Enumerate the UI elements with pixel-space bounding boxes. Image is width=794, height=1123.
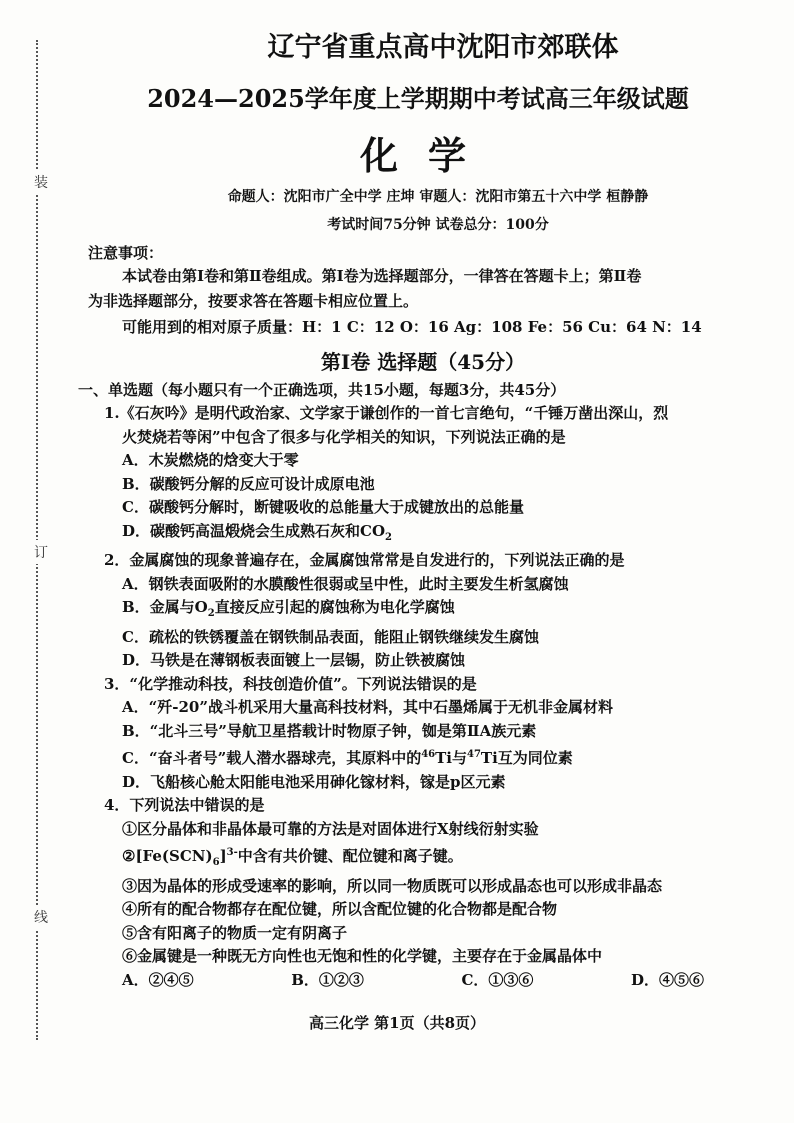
question-3-option-a: A．“歼-20”战斗机采用大量高科技材料，其中石墨烯属于无机非金属材料 bbox=[122, 698, 613, 716]
exam-title-line2: 2024—2025学年度上学期期中考试高三年级试题 bbox=[147, 84, 689, 113]
question-4-statement-2-mid: ] bbox=[219, 847, 227, 865]
question-2-option-a: A．钢铁表面吸附的水膜酸性很弱或呈中性，此时主要发生析氢腐蚀 bbox=[122, 574, 569, 593]
section1-title: 第Ⅰ卷 选择题（45分） bbox=[320, 350, 526, 374]
question-3-option-c-mid: Ti与 bbox=[435, 749, 467, 767]
question-4-option-a: A．②④⑤ bbox=[122, 970, 194, 989]
question-1-option-d-subscript: 2 bbox=[385, 531, 392, 543]
exam-info-line: 考试时间75分钟 试卷总分：100分 bbox=[327, 217, 549, 233]
question-1-option-d-text: D．碳酸钙高温煅烧会生成熟石灰和CO bbox=[122, 521, 386, 540]
question-4-statement-2-sup: 3- bbox=[226, 847, 238, 858]
question-2-option-b-post: 直接反应引起的腐蚀称为电化学腐蚀 bbox=[214, 598, 455, 616]
question-4-statement-2-post: 中含有共价键、配位键和离子键。 bbox=[237, 847, 463, 865]
question-4-statement-2 bbox=[88, 841, 728, 875]
question-3-option-c-pre: C．“奋斗者号”载人潜水器球壳，其原料中的 bbox=[122, 749, 422, 767]
atomic-mass-line: 可能用到的相对原子质量：H：1 C：12 O：16 Ag：108 Fe：56 Cu：64 N：14 bbox=[122, 318, 702, 336]
question-3-option-c bbox=[88, 743, 728, 771]
question-3-option-c-sup2: 47 bbox=[467, 749, 481, 760]
question-4-statement-2-pre: ②[Fe(SCN) bbox=[122, 847, 213, 865]
question-3 bbox=[88, 673, 728, 795]
question-2-option-b bbox=[88, 596, 728, 626]
question-2-option-b-pre: B．金属与O bbox=[122, 598, 208, 616]
question-4-statement-5: ⑤含有阳离子的物质一定有阴离子 bbox=[122, 923, 348, 942]
exam-content bbox=[78, 28, 728, 992]
notice-line1: 本试卷由第Ⅰ卷和第Ⅱ卷组成。第Ⅰ卷为选择题部分，一律答在答题卡上；第Ⅱ卷 bbox=[122, 267, 642, 285]
question-1-option-d bbox=[88, 520, 728, 550]
question-2-option-d: D．马铁是在薄钢板表面镀上一层锡，防止铁被腐蚀 bbox=[122, 651, 466, 669]
exam-title-line1: 辽宁省重点高中沈阳市郊联体 bbox=[267, 32, 619, 63]
notice-line2: 为非选择题部分，按要求答在答题卡相应位置上。 bbox=[88, 292, 419, 310]
question-2-option-b-subscript: 2 bbox=[207, 608, 215, 619]
question-4-statement-3: ③因为晶体的形成受速率的影响，所以同一物质既可以形成晶态也可以形成非晶态 bbox=[122, 876, 663, 895]
question-3-option-b: B．“北斗三号”导航卫星搭载计时物原子钟，铷是第ⅡA族元素 bbox=[122, 721, 537, 740]
margin-char-xian: 线 bbox=[34, 905, 48, 929]
question-1-option-a: A．木炭燃烧的焓变大于零 bbox=[122, 451, 299, 469]
subject-title: 化学 bbox=[359, 133, 496, 178]
question-4-statement-6: ⑥金属键是一种既无方向性也无饱和性的化学键，主要存在于金属晶体中 bbox=[122, 947, 603, 965]
question-1-option-b: B．碳酸钙分解的反应可设计成原电池 bbox=[122, 474, 375, 493]
question-1-option-c: C．碳酸钙分解时，断键吸收的总能量大于成键放出的总能量 bbox=[122, 498, 524, 516]
question-3-option-d: D．飞船核心舱太阳能电池采用砷化镓材料，镓是p区元素 bbox=[122, 772, 506, 791]
notice-title: 注意事项： bbox=[88, 244, 164, 262]
question-4-option-c: C．①③⑥ bbox=[461, 970, 534, 989]
question-2 bbox=[88, 549, 728, 673]
question-2-option-c: C．疏松的铁锈覆盖在钢铁制品表面，能阻止钢铁继续发生腐蚀 bbox=[122, 627, 539, 646]
question-4-statement-4: ④所有的配合物都存在配位键，所以含配位键的化合物都是配合物 bbox=[122, 900, 558, 918]
margin-char-zhuang: 装 bbox=[34, 170, 48, 194]
question-1-stem-line1: 1.《石灰吟》是明代政治家、文学家于谦创作的一首七言绝句，“千锤万凿出深山，烈 bbox=[104, 404, 669, 422]
question-3-option-c-sup1: 46 bbox=[421, 749, 436, 760]
question-4-statement-2-sub: 6 bbox=[212, 857, 220, 868]
question-1 bbox=[88, 402, 728, 549]
question-4-statement-1: ①区分晶体和非晶体最可靠的方法是对固体进行X射线衍射实验 bbox=[122, 819, 539, 838]
part1-title: 一、单选题（每小题只有一个正确选项，共15小题，每题3分，共45分） bbox=[78, 381, 566, 399]
question-3-option-c-post: Ti互为同位素 bbox=[480, 749, 573, 767]
question-4-option-b: B．①②③ bbox=[291, 970, 364, 989]
question-1-stem-line2: 火焚烧若等闲”中包含了很多与化学相关的知识，下列说法正确的是 bbox=[122, 427, 566, 446]
question-4-option-d: D．④⑤⑥ bbox=[630, 970, 704, 989]
margin-char-ding: 订 bbox=[34, 540, 48, 564]
question-4-options bbox=[88, 969, 728, 993]
authors-line: 命题人：沈阳市广全中学 庄坤 审题人：沈阳市第五十六中学 桓静静 bbox=[227, 189, 649, 205]
question-2-stem: 2．金属腐蚀的现象普遍存在，金属腐蚀常常是自发进行的，下列说法正确的是 bbox=[104, 551, 625, 569]
question-4 bbox=[88, 794, 728, 992]
question-4-stem: 4．下列说法中错误的是 bbox=[104, 796, 265, 814]
page-footer: 高三化学 第1页（共8页） bbox=[308, 1014, 486, 1032]
question-3-stem: 3．“化学推动科技，科技创造价值”。下列说法错误的是 bbox=[104, 674, 477, 693]
